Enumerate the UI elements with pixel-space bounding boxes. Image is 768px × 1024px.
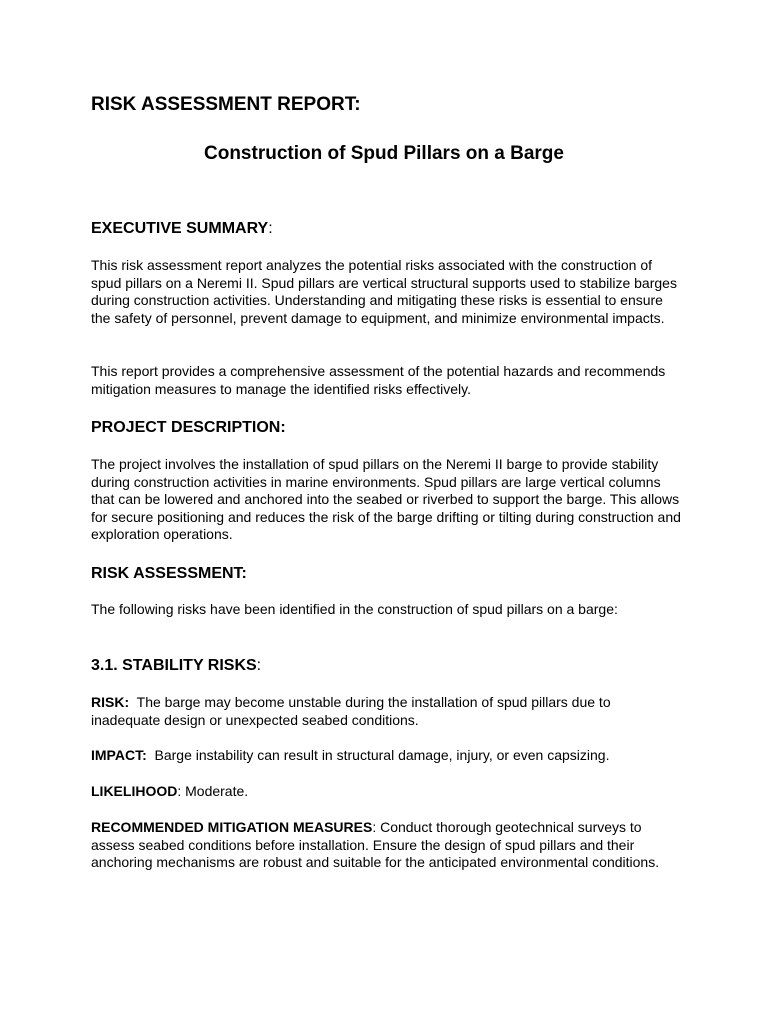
likelihood-label: LIKELIHOOD (91, 783, 178, 799)
risk-text: The barge may become unstable during the installation of spud pillars due to inadequate design or unexpected seabed conditions. (91, 694, 615, 728)
executive-summary-heading-text: EXECUTIVE SUMMARY (91, 220, 269, 237)
stability-risks-heading-colon: : (256, 657, 262, 674)
report-title: RISK ASSESSMENT REPORT: (91, 94, 361, 115)
risk-assessment-heading: RISK ASSESSMENT: (91, 565, 247, 582)
executive-summary-paragraph-2: This report provides a comprehensive assessment of the potential hazards and recommends mitigation measures to manage the identified risks effectively. (91, 363, 666, 397)
project-description-paragraph: The project involves the installation of spud pillars on the Neremi II barge to provide stability during construction activities in marine environments. Spud pillars are large vertical columns that can be lowered and anchored into the seabed or riverbed to support the barge. This allows for secure positioning and reduces the risk of the barge drifting or tilting during construction and exploration operations. (91, 456, 681, 543)
report-subtitle: Construction of Spud Pillars on a Barge (204, 143, 564, 164)
stability-risk-paragraph (91, 694, 681, 729)
stability-mitigation-paragraph (91, 819, 681, 872)
stability-likelihood-paragraph (91, 783, 681, 801)
stability-risks-heading-text: 3.1. STABILITY RISKS (91, 657, 257, 674)
risk-assessment-paragraph: The following risks have been identified in the construction of spud pillars on a barge: (91, 601, 618, 617)
mitigation-label: RECOMMENDED MITIGATION MEASURES (91, 819, 373, 835)
project-description-heading: PROJECT DESCRIPTION: (91, 419, 286, 436)
mitigation-text: : Conduct thorough geotechnical surveys to assess seabed conditions before installation. Ensure the design of spud pillars and their anchoring mechanisms are robust and suitable for the anticipated environmental conditions. (91, 819, 660, 871)
executive-summary-heading (91, 219, 681, 239)
stability-impact-paragraph (91, 747, 681, 765)
risk-label: RISK: (91, 694, 130, 710)
impact-text: Barge instability can result in structural damage, injury, or even capsizing. (146, 747, 610, 763)
stability-risks-heading (91, 656, 681, 676)
executive-summary-heading-colon: : (268, 220, 273, 237)
executive-summary-paragraph-1: This risk assessment report analyzes the potential risks associated with the construction of spud pillars on a Neremi II. Spud pillars are vertical structural supports used to stabilize barges during construction activities. Understanding and mitigating these risks is essential to ensure the safety of personnel, prevent damage to equipment, and minimize environmental impacts. (91, 257, 677, 326)
likelihood-text: : Moderate. (177, 783, 249, 799)
impact-label: IMPACT: (91, 747, 147, 763)
